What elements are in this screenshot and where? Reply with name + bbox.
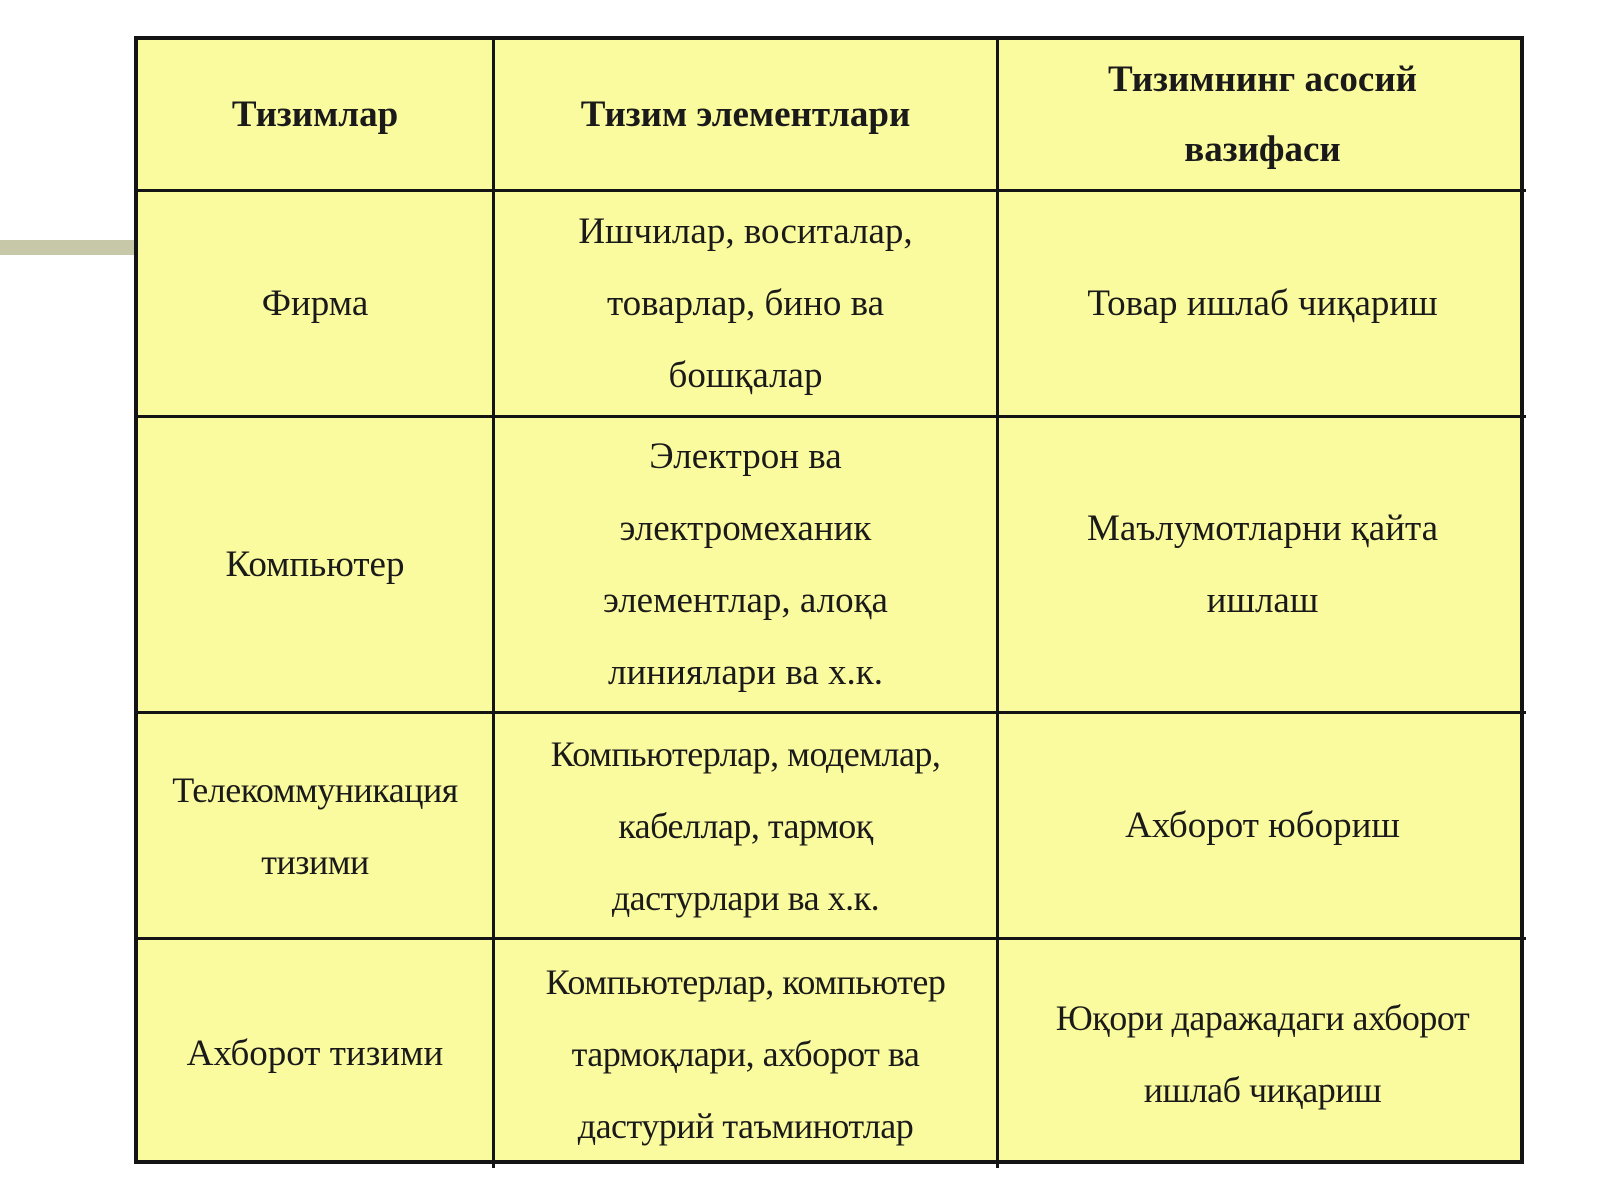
row-1-system: Фирма <box>138 192 495 418</box>
header-systems: Тизимлар <box>138 40 495 192</box>
row-3-elements: Компьютерлар, модемлар, кабеллар, тармоқ дастурлари ва х.к. <box>495 714 999 940</box>
row-3-function: Ахборот юбориш <box>999 714 1526 940</box>
row-2-system: Компьютер <box>138 418 495 714</box>
systems-table <box>134 36 1524 1164</box>
row-1-function: Товар ишлаб чиқариш <box>999 192 1526 418</box>
row-2-elements: Электрон ва электромеханик элементлар, алоқа линиялари ва х.к. <box>495 418 999 714</box>
row-4-elements: Компьютерлар, компьютер тармоқлари, ахборот ва дастурий таъминотлар <box>495 940 999 1168</box>
decorative-accent-bar <box>0 240 135 255</box>
header-function: Тизимнинг асосий вазифаси <box>999 40 1526 192</box>
row-3-system: Телекоммуникация тизими <box>138 714 495 940</box>
row-4-function: Юқори даражадаги ахборот ишлаб чиқариш <box>1055 998 1470 1110</box>
row-4-system: Ахборот тизими <box>138 940 495 1168</box>
row-1-elements: Ишчилар, воситалар, товарлар, бино ва бошқалар <box>495 192 999 418</box>
row-2-function: Маълумотларни қайта ишлаш <box>999 418 1526 714</box>
header-elements: Тизим элементлари <box>495 40 999 192</box>
